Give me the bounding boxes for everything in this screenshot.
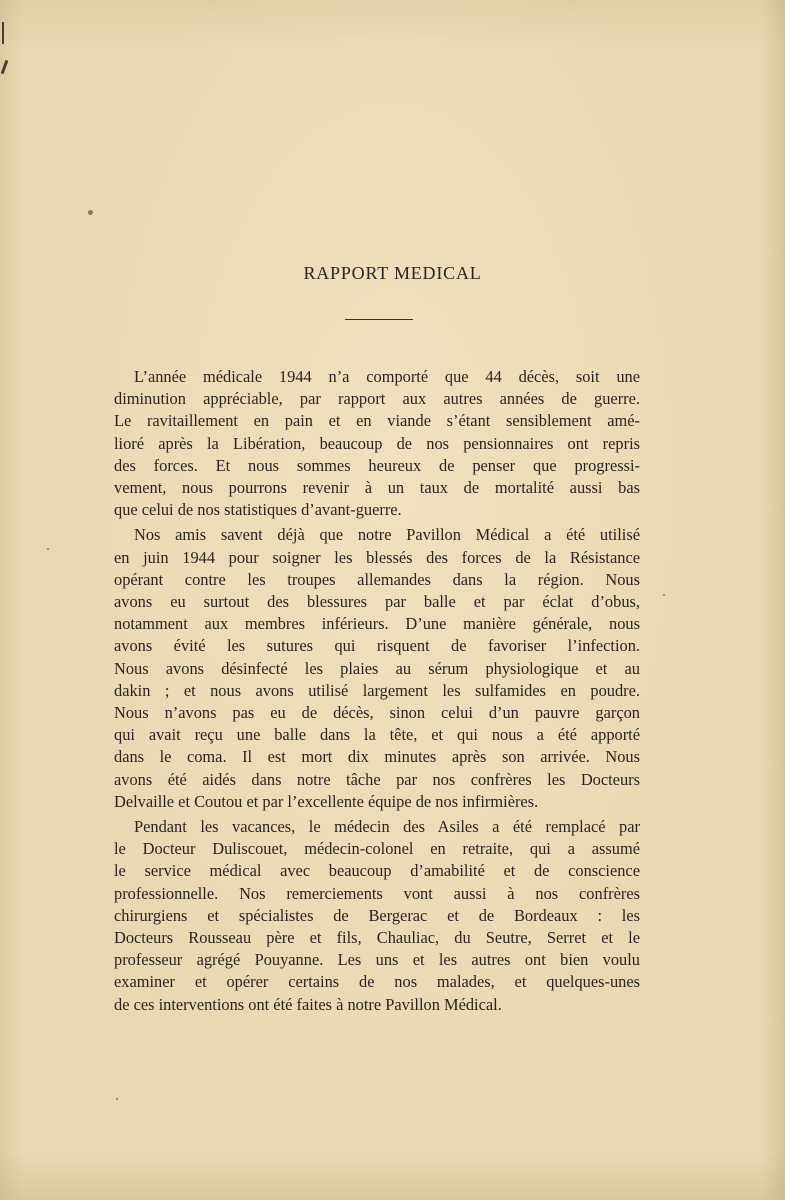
text-line: chirurgiens et spécialistes de Bergerac et de Bordeaux : les <box>114 905 640 925</box>
paragraph-1 <box>114 366 640 521</box>
body-text <box>114 366 640 1016</box>
text-line: Nos amis savent déjà que notre Pavillon Médical a été utilisé <box>134 525 640 545</box>
text-line: dakin ; et nous avons utilisé largement les sulfamides en poudre. <box>114 680 640 700</box>
text-line: lioré après la Libération, beaucoup de nos pensionnaires ont repris <box>114 433 640 453</box>
paper-speck <box>663 594 665 596</box>
text-line: L’année médicale 1944 n’a comporté que 44 décès, soit une <box>134 367 640 386</box>
text-line: Nous n’avons pas eu de décès, sinon celui d’un pauvre garçon <box>114 703 640 723</box>
paper-speck <box>88 210 93 215</box>
paper-speck <box>47 548 49 550</box>
text-line: de ces interventions ont été faites à notre Pavillon Médical. <box>114 994 502 1014</box>
text-line: Docteurs Rousseau père et fils, Chauliac, du Seutre, Serret et le <box>114 928 640 948</box>
text-line: le service médical avec beaucoup d’amabilité et de conscience <box>114 861 640 881</box>
text-line: dans le coma. Il est mort dix minutes après son arrivée. Nous <box>114 747 640 767</box>
edge-mark-left <box>1 60 9 74</box>
text-line: des forces. Et nous sommes heureux de penser que progressi- <box>114 455 640 475</box>
text-line: que celui de nos statistiques d’avant-guerre. <box>114 500 402 520</box>
text-line: qui avait reçu une balle dans la tête, et qui nous a été apporté <box>114 725 640 745</box>
text-line: professeur agrégé Pouyanne. Les uns et les autres ont bien voulu <box>114 950 640 970</box>
paper-speck <box>116 1098 118 1100</box>
text-line: vement, nous pourrons revenir à un taux de mortalité aussi bas <box>114 478 640 498</box>
text-line: Delvaille et Coutou et par l’excellente équipe de nos infirmières. <box>114 791 539 811</box>
paragraph-2 <box>114 524 640 813</box>
text-line: opérant contre les troupes allemandes dans la région. Nous <box>114 569 640 589</box>
text-line: avons évité les sutures qui risquent de favoriser l’infection. <box>114 636 640 656</box>
text-line: en juin 1944 pour soigner les blessés des forces de la Résistance <box>114 547 640 567</box>
text-line: notamment aux membres inférieurs. D’une manière générale, nous <box>114 614 640 634</box>
edge-mark-top-left <box>2 22 4 44</box>
text-line: avons été aidés dans notre tâche par nos confrères les Docteurs <box>114 769 640 789</box>
page-title: RAPPORT MEDICAL <box>303 263 482 283</box>
paragraph-3 <box>114 816 640 1016</box>
text-line: le Docteur Duliscouet, médecin-colonel en retraite, qui a assumé <box>114 839 640 859</box>
text-line: diminution appréciable, par rapport aux autres années de guerre. <box>114 389 640 409</box>
text-line: Pendant les vacances, le médecin des Asiles a été remplacé par <box>134 817 640 837</box>
title-underline <box>345 319 413 320</box>
text-line: Le ravitaillement en pain et en viande s’étant sensiblement amé- <box>114 411 640 431</box>
text-line: avons eu surtout des blessures par balle et par éclat d’obus, <box>114 592 640 612</box>
text-line: professionnelle. Nos remerciements vont aussi à nos confrères <box>114 883 640 903</box>
text-line: Nous avons désinfecté les plaies au sérum physiologique et au <box>114 658 640 678</box>
text-line: examiner et opérer certains de nos malades, et quelques-unes <box>114 972 640 992</box>
